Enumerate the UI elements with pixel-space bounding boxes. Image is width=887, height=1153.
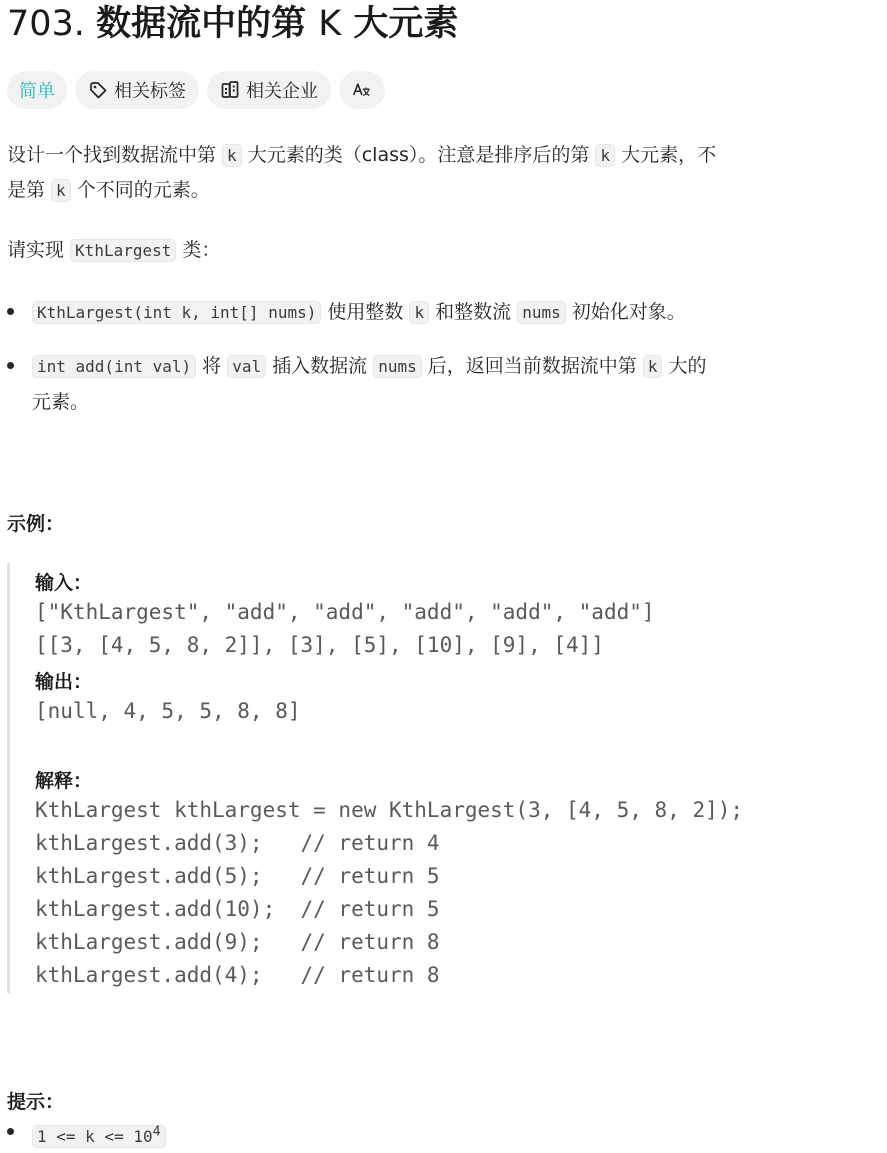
- constraint-exponent: 4: [152, 1125, 161, 1140]
- bullet-item-add-line-2: [32, 386, 89, 418]
- example-explain-line: kthLargest.add(9); // return 8: [35, 930, 440, 954]
- translate-button[interactable]: [339, 71, 385, 109]
- inline-code-constructor: KthLargest(int k, int[] nums): [32, 301, 321, 324]
- text: 请实现: [7, 239, 71, 261]
- example-explain-line: kthLargest.add(5); // return 5: [35, 864, 440, 888]
- text: 是第: [7, 179, 52, 201]
- example-explain-line: KthLargest kthLargest = new KthLargest(3, [4, 5, 8, 2]);: [35, 798, 744, 822]
- companies-button[interactable]: [207, 71, 331, 109]
- text: 初始化对象。: [565, 301, 686, 323]
- inline-code-k: k: [222, 144, 242, 167]
- translate-icon: [352, 80, 372, 100]
- text: 个不同的元素。: [70, 179, 210, 201]
- problem-name-part2: 大元素: [341, 4, 459, 44]
- example-explain-line: kthLargest.add(3); // return 4: [35, 831, 440, 855]
- text: 将: [196, 355, 228, 377]
- inline-code-val: val: [227, 355, 266, 378]
- text: 插入数据流: [266, 355, 374, 377]
- problem-number: 703.: [7, 4, 97, 44]
- description-paragraph-1: [7, 139, 716, 172]
- inline-code-nums: nums: [373, 355, 422, 378]
- example-explain-label: 解释：: [35, 770, 93, 792]
- hint-item: [32, 1117, 166, 1153]
- difficulty-label: 简单: [19, 81, 55, 102]
- problem-name-part1: 数据流中的第: [96, 4, 319, 44]
- description-paragraph-2: [7, 234, 220, 267]
- text: 和整数流: [429, 301, 518, 323]
- difficulty-badge: [7, 71, 67, 109]
- example-block-border: [7, 563, 10, 993]
- inline-code-add: int add(int val): [32, 355, 196, 378]
- example-explain-line: kthLargest.add(10); // return 5: [35, 897, 440, 921]
- text: 元素。: [32, 391, 90, 413]
- text: 使用整数: [321, 301, 410, 323]
- example-input-label: 输入：: [35, 572, 93, 594]
- example-output-label: 输出：: [35, 671, 93, 693]
- inline-code-constraint: [32, 1125, 166, 1148]
- example-heading: 示例：: [7, 513, 65, 535]
- constraint-text: 1 <= k <= 10: [37, 1127, 153, 1147]
- companies-label: 相关企业: [246, 81, 318, 102]
- example-output-line: [null, 4, 5, 5, 8, 8]: [35, 699, 301, 723]
- text: 设计一个找到数据流中第: [7, 144, 223, 166]
- topics-button[interactable]: [75, 71, 199, 109]
- inline-code-k: k: [409, 301, 429, 324]
- text: 后，返回当前数据流中第: [421, 355, 643, 377]
- bullet-dot: [7, 362, 14, 369]
- tag-row: [7, 71, 385, 109]
- topics-label: 相关标签: [114, 81, 186, 102]
- inline-code-classname: KthLargest: [70, 239, 176, 262]
- problem-title: [7, 0, 458, 48]
- hints-heading: 提示：: [7, 1091, 65, 1113]
- inline-code-k: k: [51, 179, 71, 202]
- example-explain-line: kthLargest.add(4); // return 8: [35, 963, 440, 987]
- text: 大元素的类（class）。注意是排序后的第: [241, 144, 596, 166]
- text: 大的: [662, 355, 707, 377]
- building-icon: [220, 80, 240, 100]
- bullet-item-constructor: [32, 296, 686, 329]
- text: 类：: [176, 239, 221, 261]
- example-input-line-2: [[3, [4, 5, 8, 2]], [3], [5], [10], [9], [4]]: [35, 633, 604, 657]
- tag-icon: [88, 80, 108, 100]
- inline-code-k: k: [595, 144, 615, 167]
- problem-name-k: K: [318, 4, 342, 44]
- text: 大元素，不: [615, 144, 717, 166]
- description-paragraph-1-line-2: [7, 174, 210, 207]
- inline-code-k: k: [643, 355, 663, 378]
- bullet-item-add: [32, 350, 707, 383]
- inline-code-nums: nums: [517, 301, 566, 324]
- example-input-line-1: ["KthLargest", "add", "add", "add", "add", "add"]: [35, 600, 655, 624]
- bullet-dot: [7, 308, 14, 315]
